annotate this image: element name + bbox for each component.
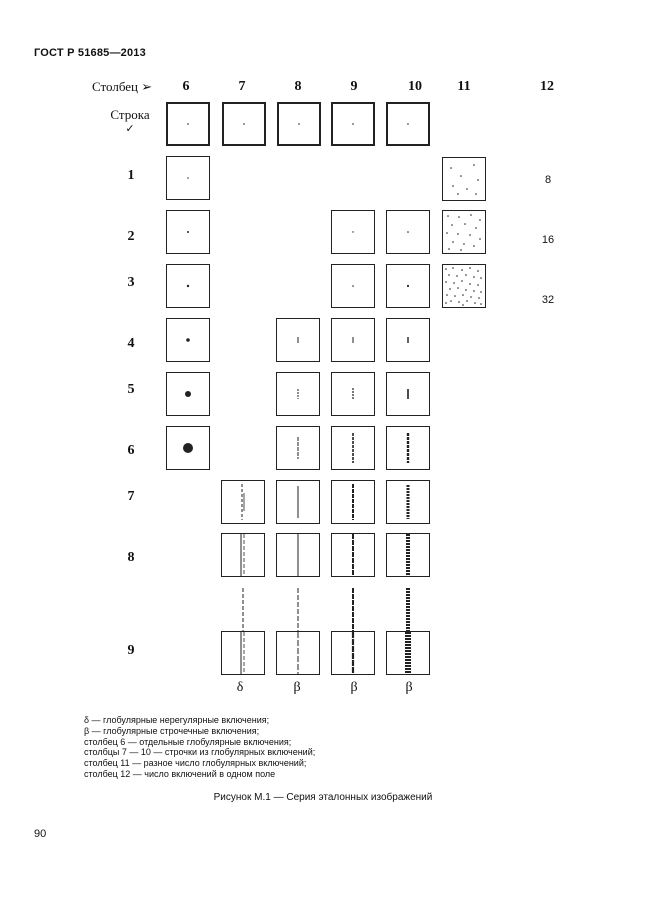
reference-image-header-col6 [166, 102, 210, 146]
reference-image-r5-c9 [331, 372, 375, 416]
reference-image-r6-c6 [166, 426, 210, 470]
reference-image-r3-c11 [442, 264, 486, 308]
reference-image-r5-c10 [386, 372, 430, 416]
reference-image-r9-c8 [276, 631, 320, 675]
column-header-7: 7 [238, 79, 246, 94]
row-label-2: 2 [127, 229, 135, 244]
reference-image-header-col8 [277, 102, 321, 146]
note-line: δ — глобулярные нерегулярные включения; [84, 715, 270, 725]
note-line: столбец 12 — число включений в одном поле [84, 768, 276, 779]
note-line: столбцы 7 — 10 — строчки из глобулярных включений; [84, 747, 316, 758]
row-label-7: 7 [127, 489, 135, 504]
reference-image-r2-c10 [386, 210, 430, 254]
reference-image-r4-c9 [331, 318, 375, 362]
reference-image-r9-c9 [331, 631, 375, 675]
page-number: 90 [34, 828, 47, 840]
reference-image-r8-c7 [221, 533, 265, 577]
reference-image-r4-c6 [166, 318, 210, 362]
reference-image-r8-c10 [386, 533, 430, 577]
reference-image-r1-c11 [442, 157, 486, 201]
reference-image-r5-c8 [276, 372, 320, 416]
symbol-col9: β [350, 680, 358, 695]
reference-image-r9-c9-extension [331, 588, 375, 632]
row-label-1: 1 [127, 168, 135, 183]
reference-image-r9-c7 [221, 631, 265, 675]
row-label-5: 5 [127, 382, 135, 397]
column-header-10: 10 [408, 79, 422, 94]
column-caption: Столбец ➢ [92, 79, 153, 94]
reference-image-r8-c8 [276, 533, 320, 577]
row-label-9: 9 [127, 643, 135, 658]
inclusion-count-row3: 32 [541, 294, 555, 306]
reference-image-r7-c10 [386, 480, 430, 524]
column-header-8: 8 [294, 79, 302, 94]
reference-image-r2-c6 [166, 210, 210, 254]
reference-image-r4-c10 [386, 318, 430, 362]
column-header-11: 11 [457, 79, 471, 94]
reference-image-r7-c9 [331, 480, 375, 524]
reference-image-r2-c11 [442, 210, 486, 254]
reference-image-r6-c9 [331, 426, 375, 470]
reference-image-r3-c10 [386, 264, 430, 308]
reference-image-r2-c9 [331, 210, 375, 254]
row-label-8: 8 [127, 550, 135, 565]
column-header-9: 9 [350, 79, 358, 94]
note-line: столбец 6 — отдельные глобулярные включения; [84, 736, 292, 747]
figure-caption: Рисунок М.1 — Серия эталонных изображений [213, 792, 433, 803]
row-caption-label: Строка [110, 107, 150, 122]
reference-image-r3-c9 [331, 264, 375, 308]
document-header: ГОСТ Р 51685—2013 [34, 47, 146, 59]
reference-image-r4-c8 [276, 318, 320, 362]
reference-image-r8-c9 [331, 533, 375, 577]
inclusion-count-row1: 8 [544, 174, 552, 186]
row-label-4: 4 [127, 336, 135, 351]
legend-notes [84, 715, 315, 780]
reference-image-r3-c6 [166, 264, 210, 308]
reference-image-r9-c8-extension [276, 588, 320, 632]
reference-image-r9-c10 [386, 631, 430, 675]
symbol-col8: β [293, 680, 301, 695]
row-caption [104, 108, 156, 136]
reference-image-r9-c7-extension [221, 588, 265, 632]
reference-image-header-col9 [331, 102, 375, 146]
reference-image-r9-c10-extension [386, 588, 430, 632]
symbol-col7: δ [236, 680, 244, 695]
reference-image-r7-c8 [276, 480, 320, 524]
column-header-12: 12 [540, 79, 554, 94]
column-header-6: 6 [182, 79, 190, 94]
row-label-3: 3 [127, 275, 135, 290]
note-line: β — глобулярные строчечные включения; [84, 725, 260, 736]
reference-image-r5-c6 [166, 372, 210, 416]
reference-image-r6-c8 [276, 426, 320, 470]
symbol-col10: β [405, 680, 413, 695]
inclusion-count-row2: 16 [541, 234, 555, 246]
note-line: столбец 11 — разное число глобулярных включений; [84, 758, 307, 769]
reference-image-r1-c6 [166, 156, 210, 200]
row-caption-arrow: ✓ [125, 123, 135, 135]
reference-image-header-col7 [222, 102, 266, 146]
row-label-6: 6 [127, 443, 135, 458]
reference-image-header-col10 [386, 102, 430, 146]
reference-image-r7-c7 [221, 480, 265, 524]
reference-image-r6-c10 [386, 426, 430, 470]
